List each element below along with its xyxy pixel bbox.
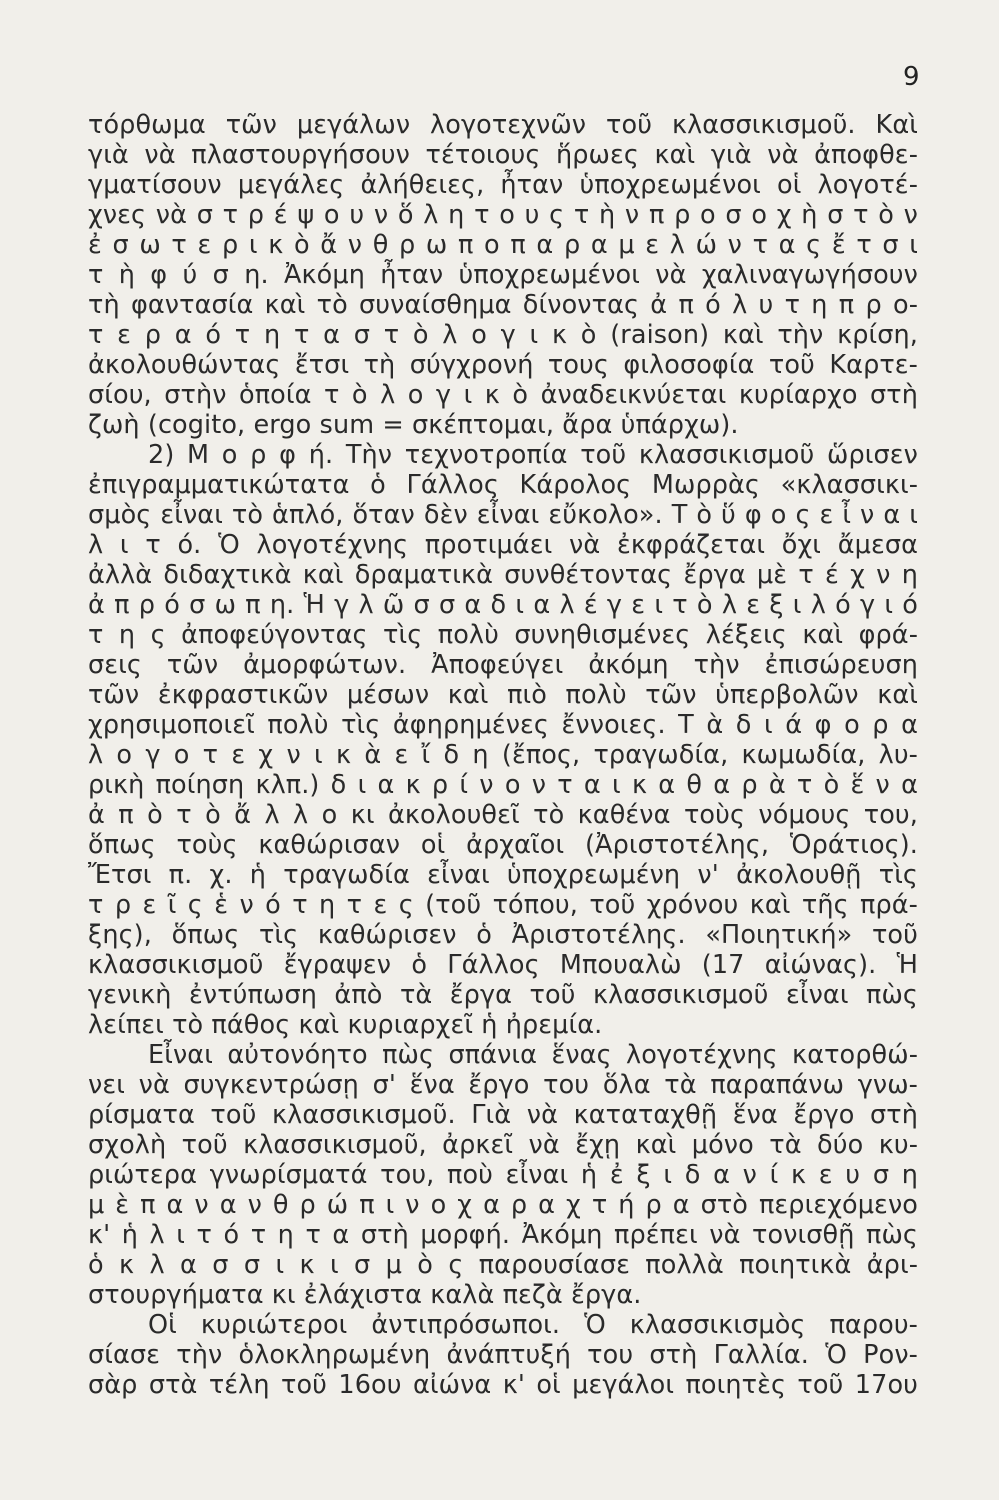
text-line: ἀ π ρ ό σ ω π η. Ἡ γ λ ῶ σ σ α δ ι α λ έ γ ε ι τ ὸ λ ε ξ ι λ ό γ ι ό [88, 590, 918, 620]
text-line: ξης), ὅπως τὶς καθώρισεν ὁ Ἀριστοτέλης. «Ποιητική» τοῦ [88, 920, 918, 950]
text-line: λ ι τ ό. Ὁ λογοτέχνης προτιμάει νὰ ἐκφράζεται ὄχι ἄμεσα [88, 530, 918, 560]
text-line: ἐ σ ω τ ε ρ ι κ ὸ ἄ ν θ ρ ω π ο π α ρ α μ ε λ ώ ν τ α ς ἔ τ σ ι [88, 230, 918, 260]
text-line: τ ὴ φ ύ σ η. Ἀκόμη ἦταν ὑποχρεωμένοι νὰ χαλιναγωγήσουν [88, 260, 918, 290]
text-line: τ ε ρ α ό τ η τ α σ τ ὸ λ ο γ ι κ ὸ (raison) καὶ τὴν κρίση, [88, 320, 918, 350]
text-line: λ ο γ ο τ ε χ ν ι κ ὰ ε ἴ δ η (ἔπος, τραγωδία, κωμωδία, λυ- [88, 740, 918, 770]
text-line: σεις τῶν ἀμορφώτων. Ἀποφεύγει ἀκόμη τὴν ἐπισώρευση [88, 650, 918, 680]
text-line: ἀ π ὸ τ ὸ ἄ λ λ ο κι ἀκολουθεῖ τὸ καθένα τοὺς νόμους του, [88, 800, 918, 830]
text-line: σίου, στὴν ὁποία τ ὸ λ ο γ ι κ ὸ ἀναδεικνύεται κυρίαρχο στὴ [88, 380, 918, 410]
text-line: τ ρ ε ῖ ς ἑ ν ό τ η τ ε ς (τοῦ τόπου, τοῦ χρόνου καὶ τῆς πρά- [88, 890, 918, 920]
text-line: μ ὲ π α ν α ν θ ρ ώ π ι ν ο χ α ρ α χ τ ή ρ α στὸ περιεχόμενο [88, 1190, 918, 1220]
subheading-line: Οἱ κυριώτεροι ἀντιπρόσωποι. Ὁ κλασσικισμὸς παρου- [148, 1310, 918, 1340]
text-line: ὁ κ λ α σ σ ι κ ι σ μ ὸ ς παρουσίασε πολλὰ ποιητικὰ ἀρι- [88, 1250, 918, 1280]
text-line: ρίσματα τοῦ κλασσικισμοῦ. Γιὰ νὰ καταταχθῇ ἕνα ἔργο στὴ [88, 1100, 918, 1130]
text-line: ρικὴ ποίηση κλπ.) δ ι α κ ρ ί ν ο ν τ α ι κ α θ α ρ ὰ τ ὸ ἕ ν α [88, 770, 918, 800]
text-line: ἀλλὰ διδαχτικὰ καὶ δραματικὰ συνθέτοντας ἔργα μὲ τ έ χ ν η [88, 560, 918, 590]
text-line: χνες νὰ σ τ ρ έ ψ ο υ ν ὅ λ η τ ο υ ς τ ὴ ν π ρ ο σ ο χ ὴ σ τ ὸ ν [88, 200, 918, 230]
paragraph-start-line: Εἶναι αὐτονόητο πὼς σπάνια ἕνας λογοτέχνης κατορθώ- [148, 1040, 918, 1070]
text-line: χρησιμοποιεῖ πολὺ τὶς ἀφηρημένες ἔννοιες. Τ ὰ δ ι ά φ ο ρ α [88, 710, 918, 740]
text-line: τὴ φαντασία καὶ τὸ συναίσθημα δίνοντας ἀ π ό λ υ τ η π ρ ο- [88, 290, 918, 320]
text-line: κ' ἡ λ ι τ ό τ η τ α στὴ μορφή. Ἀκόμη πρέπει νὰ τονισθῇ πὼς [88, 1220, 918, 1250]
text-line: κλασσικισμοῦ ἔγραψεν ὁ Γάλλος Μπουαλὼ (17 αἰώνας). Ἡ [88, 950, 918, 980]
text-line: τῶν ἐκφραστικῶν μέσων καὶ πιὸ πολὺ τῶν ὑπερβολῶν καὶ [88, 680, 918, 710]
text-line: τ η ς ἀποφεύγοντας τὶς πολὺ συνηθισμένες λέξεις καὶ φρά- [88, 620, 918, 650]
text-line: γενικὴ ἐντύπωση ἀπὸ τὰ ἔργα τοῦ κλασσικισμοῦ εἶναι πὼς [88, 980, 918, 1010]
text-line: σμὸς εἶναι τὸ ἁπλό, ὅταν δὲν εἶναι εὔκολο». Τ ὸ ὕ φ ο ς ε ἶ ν α ι [88, 500, 918, 530]
text-line: ἀκολουθώντας ἔτσι τὴ σύγχρονή τους φιλοσοφία τοῦ Καρτε- [88, 350, 918, 380]
text-line: λείπει τὸ πάθος καὶ κυριαρχεῖ ἡ ἠρεμία. [88, 1010, 603, 1040]
text-line: σίασε τὴν ὁλοκληρωμένη ἀνάπτυξή του στὴ Γαλλία. Ὁ Ρον- [88, 1340, 918, 1370]
text-line: ἐπιγραμματικώτατα ὁ Γάλλος Κάρολος Μωρρὰς «κλασσικι- [88, 470, 918, 500]
text-line: ριώτερα γνωρίσματά του, ποὺ εἶναι ἡ ἐ ξ ι δ α ν ί κ ε υ σ η [88, 1160, 918, 1190]
text-line: ζωὴ (cogito, ergo sum = σκέπτομαι, ἄρα ὑπάρχω). [88, 410, 739, 440]
text-line: τόρθωμα τῶν μεγάλων λογοτεχνῶν τοῦ κλασσικισμοῦ. Καὶ [88, 110, 918, 140]
page-number: 9 [903, 62, 920, 92]
text-line: σὰρ στὰ τέλη τοῦ 16ου αἰώνα κ' οἱ μεγάλοι ποιητὲς τοῦ 17ου [88, 1370, 918, 1400]
section-heading-line: 2) Μ ο ρ φ ή. Τὴν τεχνοτροπία τοῦ κλασσικισμοῦ ὥρισεν [148, 440, 918, 470]
text-line: νει νὰ συγκεντρώσῃ σ' ἕνα ἔργο του ὅλα τὰ παραπάνω γνω- [88, 1070, 918, 1100]
text-line: γιὰ νὰ πλαστουργήσουν τέτοιους ἥρωες καὶ γιὰ νὰ ἀποφθε- [88, 140, 918, 170]
text-line: σχολὴ τοῦ κλασσικισμοῦ, ἀρκεῖ νὰ ἔχῃ καὶ μόνο τὰ δύο κυ- [88, 1130, 918, 1160]
text-line: στουργήματα κι ἐλάχιστα καλὰ πεζὰ ἔργα. [88, 1280, 642, 1310]
text-line: Ἔτσι π. χ. ἡ τραγωδία εἶναι ὑποχρεωμένη ν' ἀκολουθῇ τὶς [88, 860, 918, 890]
text-line: ὅπως τοὺς καθώρισαν οἱ ἀρχαῖοι (Ἀριστοτέλης, Ὁράτιος). [88, 830, 918, 860]
text-line: γματίσουν μεγάλες ἀλήθειες, ἦταν ὑποχρεωμένοι οἱ λογοτέ- [88, 170, 918, 200]
